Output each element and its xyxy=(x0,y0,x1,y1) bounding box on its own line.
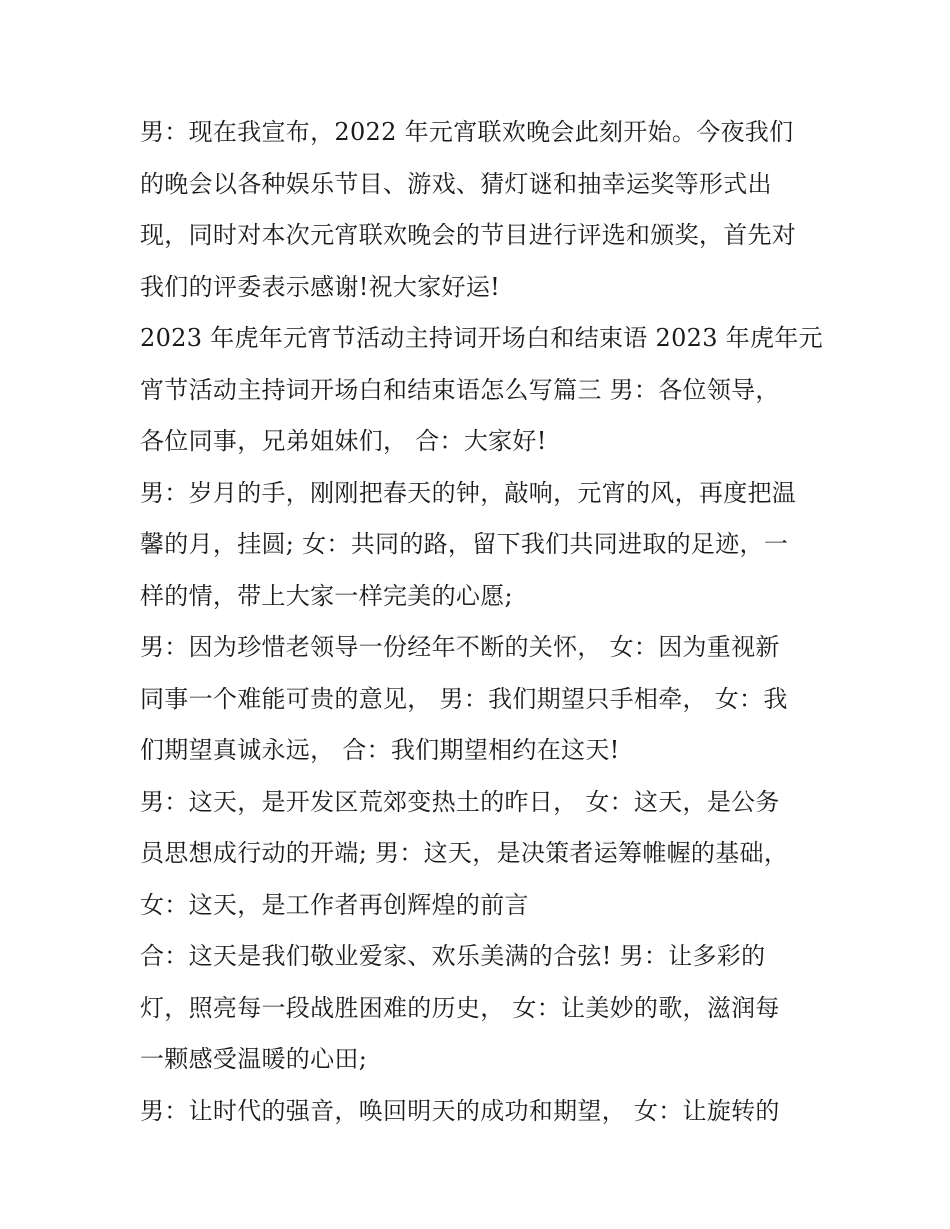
text-line: 样的情，带上大家一样完美的心愿; xyxy=(140,581,513,610)
text-line: 宵节活动主持词开场白和结束语怎么写篇三 男：各位领导， xyxy=(140,375,780,404)
text-line: 同事一个难能可贵的意见， 男：我们期望只手相牵， 女：我 xyxy=(140,684,788,713)
text-line: 馨的月，挂圆; 女：共同的路，留下我们共同进取的足迹，一 xyxy=(140,530,789,558)
text-line: 员思想成行动的开端; 男：这天，是决策者运筹帷幄的基础， xyxy=(140,839,789,867)
text-line: 灯，照亮每一段战胜困难的历史， 女：让美妙的歌，滋润每 xyxy=(140,993,780,1022)
text-line: 男：让时代的强音，唤回明天的成功和期望， 女：让旋转的 xyxy=(140,1096,780,1125)
text-line: 们期望真诚永远， 合：我们期望相约在这天! xyxy=(140,736,620,764)
text-line: 合：这天是我们敬业爱家、欢乐美满的合弦! 男：让多彩的 xyxy=(140,942,766,970)
text-line: 女：这天，是工作者再创辉煌的前言 xyxy=(140,890,529,919)
text-line: 男：因为珍惜老领导一份经年不断的关怀， 女：因为重视新 xyxy=(140,633,780,661)
text-line: 一颗感受温暖的心田; xyxy=(140,1045,368,1073)
text-line: 男：岁月的手，刚刚把春天的钟，敲响，元宵的风，再度把温 xyxy=(140,478,797,507)
text-line: 我们的评委表示感谢!祝大家好运! xyxy=(140,272,501,301)
text-line: 男：现在我宣布，2022 年元宵联欢晚会此刻开始。今夜我们 xyxy=(140,118,794,146)
text-line: 2023 年虎年元宵节活动主持词开场白和结束语 2023 年虎年元 xyxy=(140,324,823,352)
text-line: 的晚会以各种娱乐节目、游戏、猜灯谜和抽幸运奖等形式出 xyxy=(140,169,772,198)
text-line: 现，同时对本次元宵联欢晚会的节目进行评选和颁奖，首先对 xyxy=(140,221,797,249)
text-line: 各位同事，兄弟姐妹们， 合：大家好! xyxy=(140,427,547,455)
body-text xyxy=(140,107,830,1137)
text-line: 男：这天，是开发区荒郊变热土的昨日， 女：这天，是公务 xyxy=(140,787,780,816)
